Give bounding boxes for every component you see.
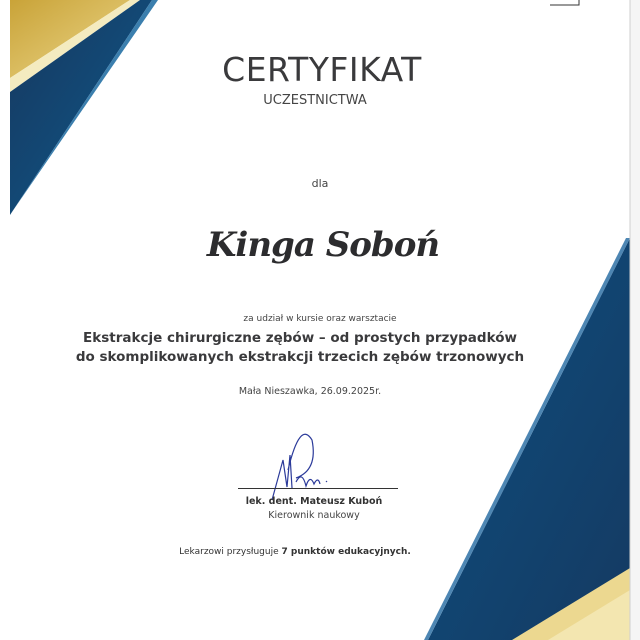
certificate-subtitle: UCZESTNICTWA <box>263 93 367 108</box>
bottom-right-corner-decoration <box>424 238 630 640</box>
place-date: Mała Nieszawka, 26.09.2025r. <box>238 386 382 397</box>
education-points <box>0 547 615 557</box>
points-value: 7 punktów edukacyjnych. <box>281 547 411 557</box>
signer-name: lek. dent. Mateusz Kuboń <box>245 496 383 507</box>
points-prefix: Lekarzowi przysługuje <box>179 547 282 557</box>
course-title-line-2: do skomplikowanych ekstrakcji trzecich zębów trzonowych <box>75 349 525 365</box>
intro-text: za udział w kursie oraz warsztacie <box>243 314 397 324</box>
for-label: dla <box>311 177 329 190</box>
course-title <box>0 329 620 367</box>
signature-line <box>238 488 398 489</box>
course-title-line-1: Ekstrakcje chirurgiczne zębów – od prostych przypadków <box>83 330 517 346</box>
recipient-name: Kinga Soboń <box>206 225 440 265</box>
signer-role: Kierownik naukowy <box>268 510 360 521</box>
certificate-title: CERTYFIKAT <box>222 50 422 89</box>
